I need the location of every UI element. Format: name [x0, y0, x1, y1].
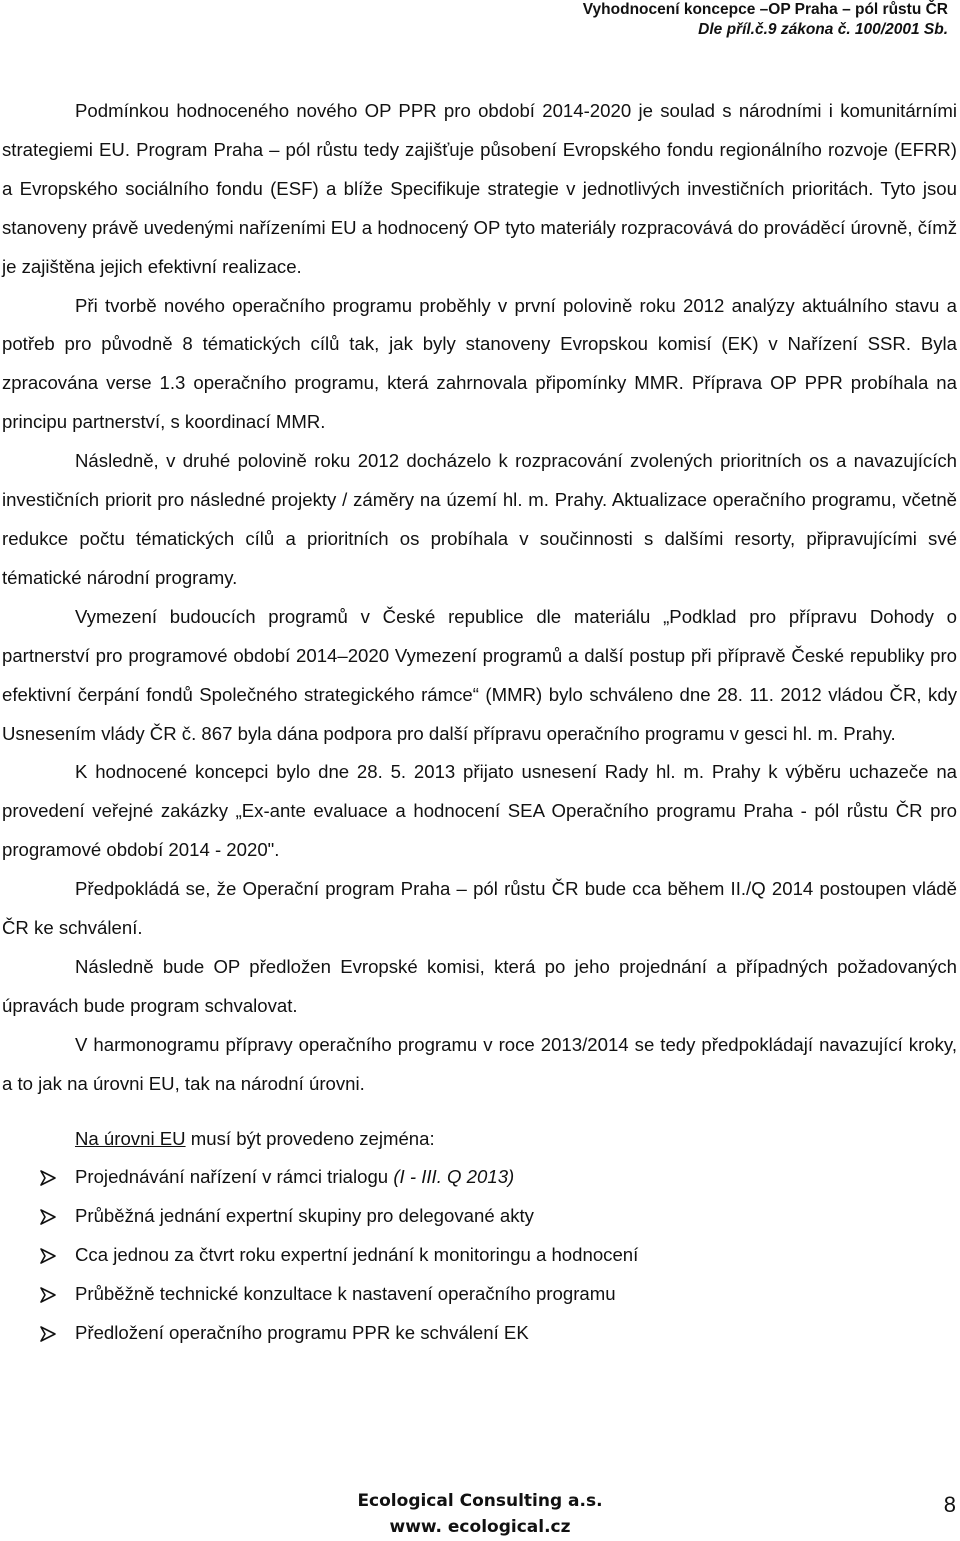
list-item-text: Projednávání nařízení v rámci trialogu [75, 1166, 394, 1188]
arrow-bullet-icon [39, 1325, 57, 1343]
list-item-text: Cca jednou za čtvrt roku expertní jednání k monitoringu a hodnocení [75, 1244, 639, 1266]
list-item [2, 1158, 957, 1197]
list-item [2, 1275, 957, 1314]
page-number: 8 [943, 1492, 956, 1517]
paragraph-7: Následně bude OP předložen Evropské komisi, která po jeho projednání a případných požadovaných úpravách bude program schvalovat. [2, 955, 957, 1016]
paragraph-8: V harmonogramu přípravy operačního programu v roce 2013/2014 se tedy předpokládají navazující kroky, a to jak na úrovni EU, tak na národní úrovni. [2, 1033, 957, 1094]
paragraph-2: Při tvorbě nového operačního programu proběhly v první polovině roku 2012 analýzy aktuálního stavu a potřeb pro původně 8 tématických cílů tak, jak byly stanoveny Evropskou komisí (EK) v Nařízení SSR. Byla zpracována verse 1.3 operačního programu, která zahrnovala připomínky MMR. Příprava OP PPR probíhala na principu partnerství, s koordinací MMR. [2, 294, 957, 433]
paragraph-4: Vymezení budoucích programů v České republice dle materiálu „Podklad pro přípravu Dohody o partnerství pro programové období 2014–2020 Vymezení programů a další postup při přípravě České republiky pro efektivní čerpání fondů Společného strategického rámce“ (MMR) bylo schváleno dne 28. 11. 2012 vládou ČR, kdy Usnesením vlády ČR č. 867 byla dána podpora pro další přípravu operačního programu v gesci hl. m. Prahy. [2, 605, 957, 744]
eu-task-list [2, 1158, 957, 1353]
footer-company: Ecological Consulting a.s. [357, 1491, 603, 1511]
page-header [583, 0, 948, 40]
list-item [2, 1314, 957, 1353]
footer-website: www. ecological.cz [389, 1517, 571, 1537]
arrow-bullet-icon [39, 1286, 57, 1304]
page-footer [0, 1488, 960, 1540]
list-item-note: (I - III. Q 2013) [393, 1166, 515, 1188]
arrow-bullet-icon [39, 1169, 57, 1187]
list-item [2, 1197, 957, 1236]
list-item [2, 1236, 957, 1275]
paragraph-1: Podmínkou hodnoceného nového OP PPR pro období 2014-2020 je soulad s národními i komunitárními strategiemi EU. Program Praha – pól růstu tedy zajišťuje působení Evropského fondu regionálního rozvoje (EFRR) a Evropského sociálního fondu (ESF) a blíže Specifikuje strategie v jednotlivých investičních prioritách. Tyto jsou stanoveny právě uvedenými nařízeními EU a hodnocený OP tyto materiály rozpracovává do prováděcí úrovně, čímž je zajištěna jejich efektivní realizace. [2, 100, 957, 277]
list-item-text: Průběžná jednání expertní skupiny pro delegované akty [75, 1205, 534, 1227]
eu-intro-text: musí být provedeno zejména: [185, 1127, 435, 1149]
document-body [2, 92, 957, 1353]
list-item-text: Předložení operačního programu PPR ke schválení EK [75, 1322, 529, 1344]
header-title: Vyhodnocení koncepce –OP Praha – pól růstu ČR [582, 1, 948, 18]
list-item-text: Průběžně technické konzultace k nastavení operačního programu [75, 1283, 616, 1305]
eu-label: Na úrovni EU [75, 1127, 186, 1149]
paragraph-6: Předpokládá se, že Operační program Praha – pól růstu ČR bude cca během II./Q 2014 postoupen vládě ČR ke schválení. [2, 878, 957, 939]
arrow-bullet-icon [39, 1208, 57, 1226]
paragraph-5: K hodnocené koncepci bylo dne 28. 5. 2013 přijato usnesení Rady hl. m. Prahy k výběru uchazeče na provedení veřejné zakázky „Ex-ante evaluace a hodnocení SEA Operačního programu Praha - pól růstu ČR pro programové období 2014 - 2020". [2, 761, 957, 861]
arrow-bullet-icon [39, 1247, 57, 1265]
eu-intro [2, 1120, 957, 1159]
header-legal-reference: Dle příl.č.9 zákona č. 100/2001 Sb. [698, 21, 948, 38]
paragraph-3: Následně, v druhé polovině roku 2012 docházelo k rozpracování zvolených prioritních os a navazujících investičních priorit pro následné projekty / záměry na území hl. m. Prahy. Aktualizace operačního programu, včetně redukce počtu tématických cílů a prioritních os probíhala v součinnosti s dalšími resorty, připravujícími své tématické národní programy. [2, 450, 957, 588]
